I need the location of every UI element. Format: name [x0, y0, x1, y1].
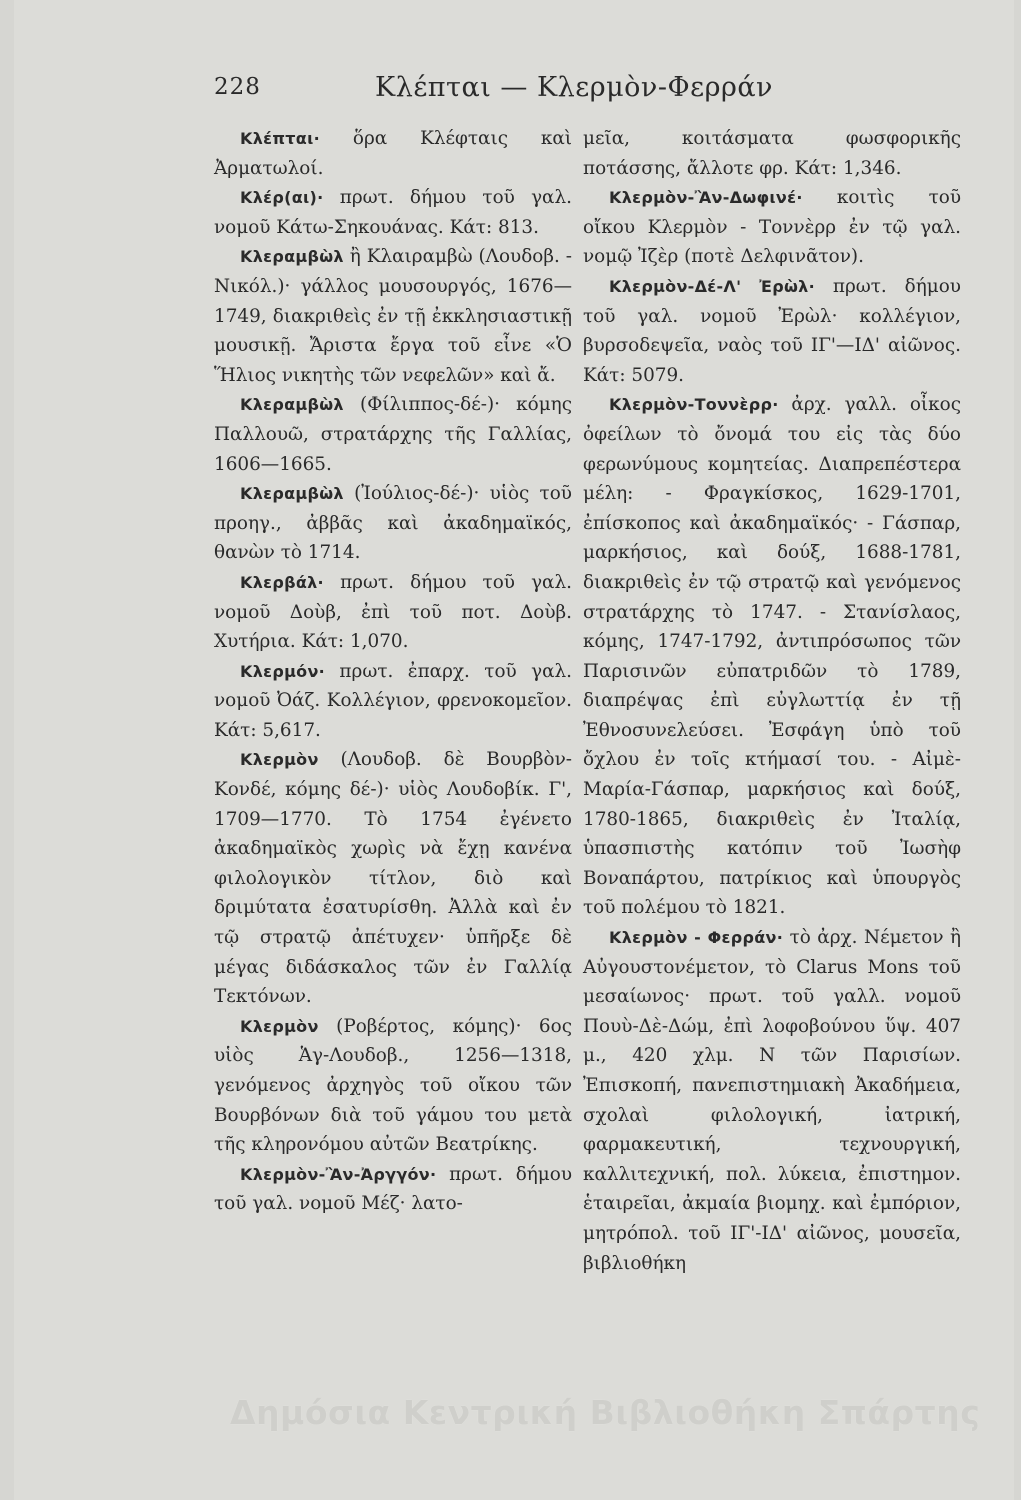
entry-text: (Λουδοβ. δὲ Βουρβὸν-Κονδέ, κόμης δέ-)· υἱὸς Λουδοβίκ. Γ', 1709—1770. Τὸ 1754 ἐγένετο ἀκαδημαϊκὸς χωρὶς νὰ ἔχῃ κανένα φιλολογικὸν τίτλον, διὸ καὶ δριμύτατα ἐσατυρίσθη. Ἀλλὰ καὶ ἐν τῷ στρατῷ ἀπέτυχεν· ὑπῆρξε δὲ μέγας διδάσκαλος τῶν ἐν Γαλλίᾳ Τεκτόνων.	[214, 749, 572, 1008]
entry-text: κοιτὶς τοῦ οἴκου Κλερμὸν - Τοννὲρρ ἐν τῷ γαλ. νομῷ Ἰζὲρ (ποτὲ Δελφινᾶτον).	[583, 187, 961, 268]
entry-headword: Κλέπται·	[240, 129, 321, 148]
book-page	[14, 0, 1014, 1500]
library-watermark: Δημόσια Κεντρική Βιβλιοθήκη Σπάρτης	[230, 1393, 981, 1432]
running-head: Κλέπται — Κλερμὸν-Φερράν	[375, 72, 773, 103]
entry-headword: Κλερμὸν	[240, 1016, 319, 1036]
dictionary-entry	[583, 183, 961, 272]
entry-text: πρωτ. ἐπαρχ. τοῦ γαλ. νομοῦ Ὀάζ. Κολλέγιον, φρενοκομεῖον. Κάτ: 5,617.	[214, 660, 572, 741]
entry-text: τὸ ἀρχ. Νέμετον ἢ Αὐγουστονέμετον, τὸ Clarus Mons τοῦ μεσαίωνος· πρωτ. τοῦ γαλλ. νομοῦ Πουὺ-Δὲ-Δώμ, ἐπὶ λοφοβούνου ὕψ. 407 μ., 420 χλμ. Ν τῶν Παρισίων. Ἐπισκοπή, πανεπιστημιακὴ Ἀκαδήμεια, σχολαὶ φιλολογική, ἰατρική, φαρμακευτική, τεχνουργική, καλλιτεχνική, πολ. λύκεια, ἐπιστημον. ἑταιρεῖαι, ἀκμαία βιομηχ. καὶ ἐμπόριον, μητρόπολ. τοῦ ΙΓ'-ΙΔ' αἰῶνος, μουσεῖα, βιβλιοθήκη	[583, 927, 961, 1274]
entry-text: ὅρα Κλέφταις καὶ Ἀρματωλοί.	[214, 128, 572, 179]
entry-headword: Κλερμὸν	[240, 750, 319, 770]
dictionary-entry	[214, 124, 572, 183]
entry-text: πρωτ. δήμου τοῦ γαλ. νομοῦ Ἐρὼλ· κολλέγιον, βυρσοδεψεῖα, ναὸς τοῦ ΙΓ'—ΙΔ' αἰῶνος. Κάτ: 5079.	[583, 275, 961, 386]
dictionary-entry	[214, 242, 572, 390]
entry-headword: Κλεραμβὼλ	[240, 484, 344, 504]
dictionary-entry	[583, 124, 961, 183]
dictionary-entry	[214, 568, 572, 657]
entry-text: πρωτ. δήμου τοῦ γαλ. νομοῦ Μέζ· λατο-	[214, 1163, 572, 1215]
entry-headword: Κλερμὸν-Τοννὲρρ·	[609, 395, 779, 415]
entry-text: πρωτ. δήμου τοῦ γαλ. νομοῦ Κάτω-Σηκουάνας. Κάτ: 813.	[214, 187, 572, 238]
entry-text: ἢ Κλαιραμβὼ (Λουδοβ. - Νικόλ.)· γάλλος μουσουργός, 1676—1749, διακριθεὶς ἐν τῇ ἐκκλησιαστικῇ μουσικῇ. Ἄριστα ἔργα τοῦ εἶνε «Ὁ Ἥλιος νικητὴς τῶν νεφελῶν» καὶ ἄ.	[214, 246, 572, 386]
entry-headword: Κλερμὸν-Ἂν-Ἀργγόν·	[240, 1164, 437, 1184]
left-column	[214, 124, 572, 1219]
entry-text: (Ἰούλιος-δέ-)· υἱὸς τοῦ προηγ., ἀββᾶς καὶ ἀκαδημαϊκός, θανὼν τὸ 1714.	[214, 483, 572, 564]
page-number: 228	[214, 74, 261, 100]
entry-headword: Κλερμὸν-Δέ-Λ' Ἐρὼλ·	[609, 276, 815, 296]
dictionary-entry	[214, 745, 572, 1011]
dictionary-entry	[583, 923, 961, 1278]
dictionary-entry	[214, 390, 572, 479]
dictionary-entry	[214, 1160, 572, 1219]
dictionary-entry	[583, 272, 961, 390]
entry-text: (Ροβέρτος, κόμης)· 6ος υἱὸς Ἁγ-Λουδοβ., 1256—1318, γενόμενος ἀρχηγὸς τοῦ οἴκου τῶν Βουρβόνων διὰ τοῦ γάμου του μετὰ τῆς κληρονόμου αὐτῶν Βεατρίκης.	[214, 1015, 572, 1156]
dictionary-entry	[214, 657, 572, 746]
entry-headword: Κλερμὸν-Ἂν-Δωφινέ·	[609, 188, 803, 208]
entry-headword: Κλεραμβὼλ	[240, 395, 344, 415]
dictionary-entry	[214, 183, 572, 242]
entry-text: (Φίλιππος-δέ-)· κόμης Παλλουῶ, στρατάρχης τῆς Γαλλίας, 1606—1665.	[214, 394, 572, 475]
dictionary-entry	[214, 479, 572, 568]
entry-headword: Κλερβάλ·	[240, 572, 324, 592]
dictionary-entry	[583, 390, 961, 923]
entry-headword: Κλέρ(αι)·	[240, 188, 324, 208]
dictionary-entry	[214, 1012, 572, 1160]
entry-text: μεῖα, κοιτάσματα φωσφορικῆς ποτάσσης, ἄλλοτε φρ. Κάτ: 1,346.	[583, 128, 961, 179]
right-column	[583, 124, 961, 1278]
entry-text: πρωτ. δήμου τοῦ γαλ. νομοῦ Δοὺβ, ἐπὶ τοῦ ποτ. Δοὺβ. Χυτήρια. Κάτ: 1,070.	[214, 571, 572, 653]
entry-headword: Κλερμὸν - Φερράν·	[609, 928, 784, 948]
entry-headword: Κλεραμβὼλ	[240, 247, 344, 267]
entry-text: ἀρχ. γαλλ. οἶκος ὀφείλων τὸ ὄνομά του εἰς τὰς δύο φερωνύμους κομητείας. Διαπρεπέστερα μέλη: - Φραγκίσκος, 1629-1701, ἐπίσκοπος καὶ ἀκαδημαϊκός· - Γάσπαρ, μαρκήσιος, καὶ δούξ, 1688-1781, διακριθεὶς ἐν τῷ στρατῷ καὶ γενόμενος στρατάρχης τὸ 1747. - Στανίσλαος, κόμης, 1747-1792, ἀντιπρόσωπος τῶν Παρισινῶν εὐπατριδῶν τὸ 1789, διαπρέψας ἐπὶ εὐγλωττίᾳ ἐν τῇ Ἐθνοσυνελεύσει. Ἐσφάγη ὑπὸ τοῦ ὄχλου ἐν τοῖς κτήμασί του. - Αἰμὲ-Μαρία-Γάσπαρ, μαρκήσιος καὶ δούξ, 1780-1865, διακριθεὶς ἐν Ἰταλίᾳ, ὑπασπιστὴς κατόπιν τοῦ Ἰωσὴφ Βοναπάρτου, πατρίκιος καὶ ὑπουργὸς τοῦ πολέμου τὸ 1821.	[583, 394, 961, 919]
entry-headword: Κλερμόν·	[240, 661, 326, 681]
